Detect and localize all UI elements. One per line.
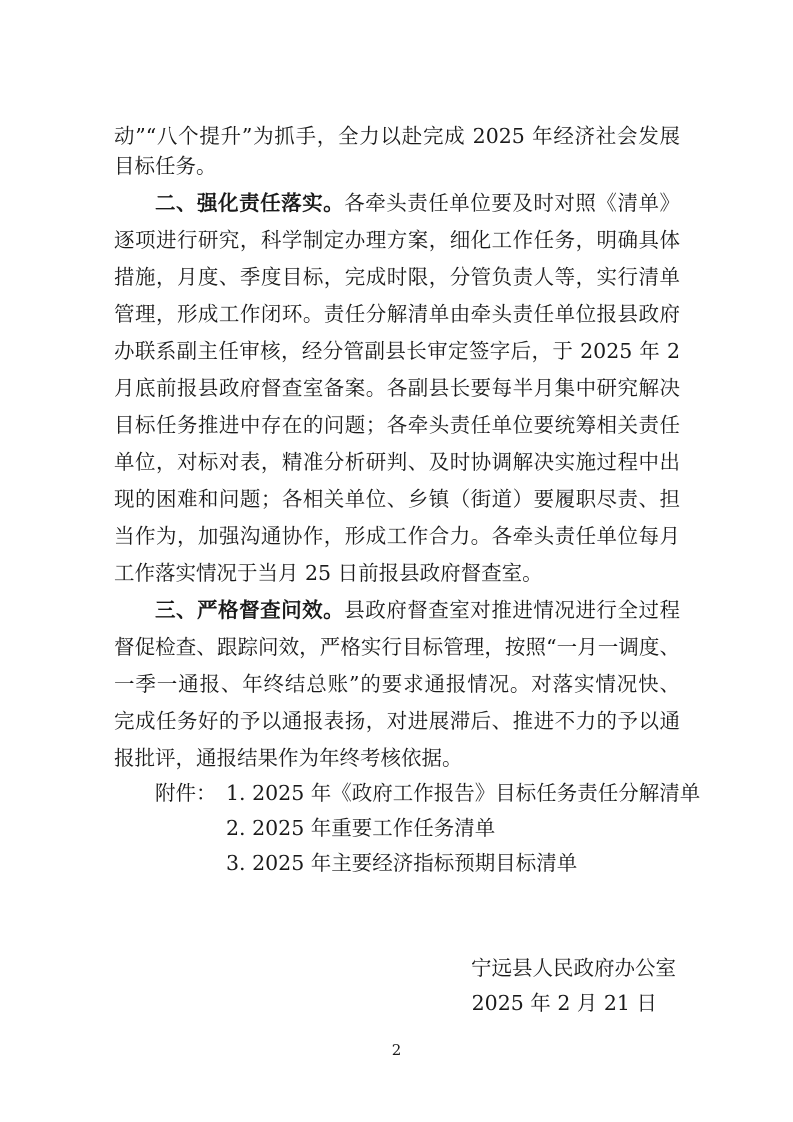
para2-line: 办联系副主任审核，经分管副县长审定签字后，于 2025 年 2 [114, 339, 680, 363]
signature-date: 2025 年 2 月 21 日 [471, 991, 657, 1015]
page-number: 2 [391, 1041, 402, 1059]
para2-line: 逐项进行研究，科学制定办理方案，细化工作任务，明确具体 [114, 228, 680, 252]
para3-line: 完成任务好的予以通报表扬，对进展滞后、推进不力的予以通 [114, 709, 680, 733]
para3-first-rest: 县政府督查室对推进情况进行全过程 [344, 598, 680, 622]
para2-heading: 二、强化责任落实。 [155, 191, 345, 215]
signature-org: 宁远县人民政府办公室 [471, 956, 676, 980]
para2-line: 目标任务推进中存在的问题；各牵头责任单位要统筹相关责任 [114, 413, 680, 437]
para1-line-1: 动”“八个提升”为抓手，全力以赴完成 2025 年经济社会发展 [114, 124, 680, 148]
para2-line: 单位，对标对表，精准分析研判、及时协调解决实施过程中出 [114, 450, 680, 474]
para3-line: 一季一通报、年终结总账”的要求通报情况。对落实情况快、 [114, 672, 680, 696]
para2-first-rest: 各牵头责任单位要及时对照《清单》 [344, 191, 680, 215]
para2-line: 工作落实情况于当月 25 日前报县政府督查室。 [114, 561, 543, 585]
para2-line: 月底前报县政府督查室备案。各副县长要每半月集中研究解决 [114, 376, 680, 400]
attachment-item: 1. 2025 年《政府工作报告》目标任务责任分解清单 [226, 781, 701, 805]
attachment-item: 2. 2025 年重要工作任务清单 [226, 816, 496, 840]
para2-line: 管理，形成工作闭环。责任分解清单由牵头责任单位报县政府 [114, 302, 680, 326]
para2-first-line [155, 188, 680, 218]
para3-line: 督促检查、跟踪问效，严格实行目标管理，按照“一月一调度、 [114, 635, 680, 659]
attachment-item: 3. 2025 年主要经济指标预期目标清单 [226, 851, 578, 875]
attachments-label: 附件： [155, 781, 217, 805]
para3-heading: 三、严格督查问效。 [155, 598, 345, 622]
para3-line: 报批评，通报结果作为年终考核依据。 [114, 746, 463, 770]
para1-line-2: 目标任务。 [114, 154, 217, 178]
para3-first-line [155, 595, 680, 625]
para2-line: 措施，月度、季度目标，完成时限，分管负责人等，实行清单 [114, 265, 680, 289]
para2-line: 当作为，加强沟通协作，形成工作合力。各牵头责任单位每月 [114, 524, 680, 548]
para2-line: 现的困难和问题；各相关单位、乡镇（街道）要履职尽责、担 [114, 487, 680, 511]
